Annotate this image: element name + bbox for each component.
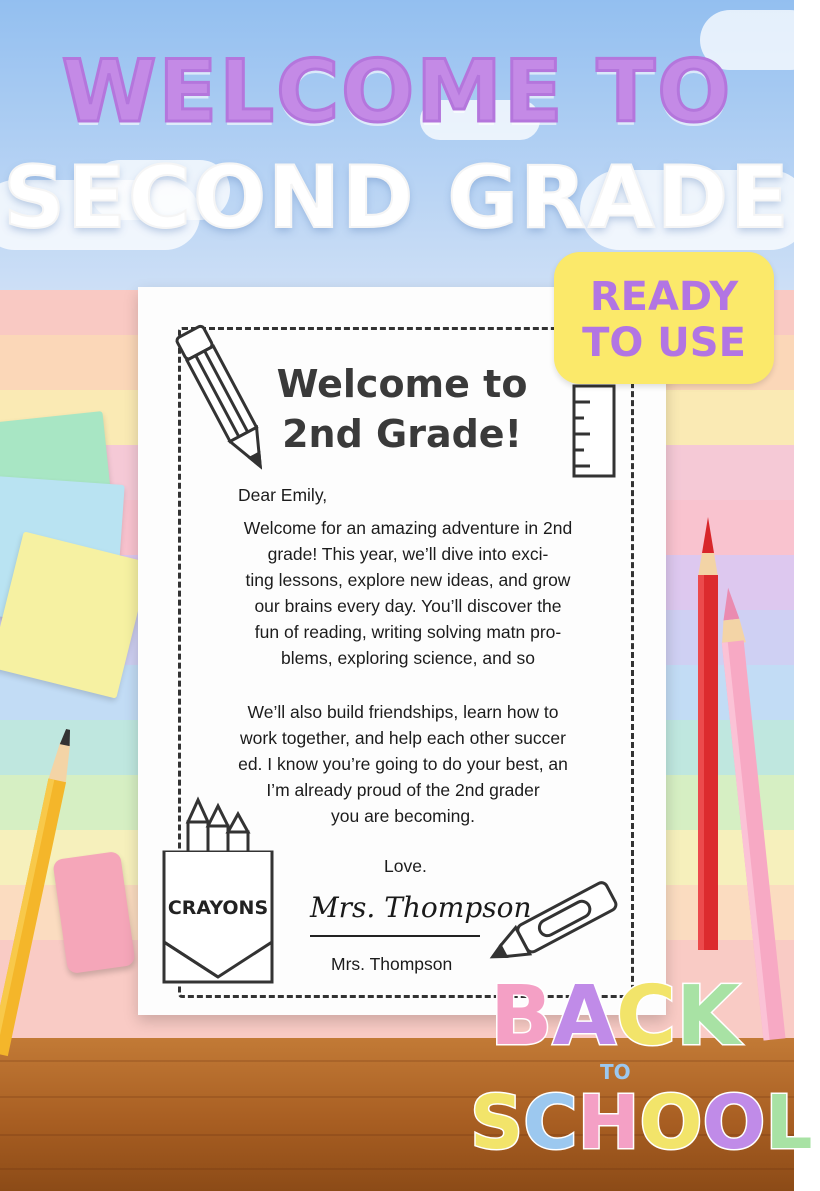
back-to-school-sticker — [470, 969, 813, 1191]
letter-title-line-2: 2nd Grade! — [282, 412, 522, 456]
crayon-box-icon — [158, 792, 278, 992]
sticker-letter: K — [676, 969, 740, 1064]
school-word — [470, 1080, 813, 1166]
sticker-letter: S — [470, 1080, 524, 1166]
badge-line-1: READY — [589, 274, 739, 320]
headline-line-2: SECOND GRADE — [3, 148, 791, 248]
sticker-letter: C — [615, 969, 677, 1064]
paragraph-line: ed. I know you’re going to do your best, an — [238, 754, 568, 774]
paragraph-line: grade! This year, we’ll dive into exci- — [267, 544, 549, 564]
badge-line-2: TO USE — [582, 320, 746, 366]
sticker-letter: A — [552, 969, 616, 1064]
sticker-letter: L — [765, 1080, 813, 1166]
letter-paragraph-1 — [198, 515, 618, 671]
paragraph-line: We’ll also build friendships, learn how to — [247, 702, 559, 722]
sticker-letter: O — [702, 1080, 766, 1166]
signature-line — [310, 935, 480, 937]
sticker-letter: O — [639, 1080, 703, 1166]
letter-title-line-1: Welcome to — [276, 362, 528, 406]
paragraph-line: you are becoming. — [331, 806, 475, 826]
sticker-letter: C — [523, 1080, 578, 1166]
crayon-box-label: CRAYONS — [167, 897, 269, 919]
paragraph-line: blems, exploring science, and so — [281, 648, 535, 668]
welcome-letter-paper — [138, 287, 666, 1015]
paragraph-line: Welcome for an amazing adventure in 2nd — [243, 518, 573, 538]
crayon-doodle-icon — [478, 872, 638, 972]
paragraph-line: ting lessons, explore new ideas, and grow — [245, 570, 571, 590]
to-word: TO — [600, 1060, 631, 1084]
paragraph-line: fun of reading, writing solving matn pro- — [254, 622, 562, 642]
ready-to-use-badge — [554, 252, 774, 384]
paragraph-line: I’m already proud of the 2nd grader — [266, 780, 540, 800]
letter-greeting: Dear Emily, — [238, 485, 328, 505]
paragraph-line: our brains every day. You’ll discover the — [254, 596, 562, 616]
paragraph-line: work together, and help each other succer — [240, 728, 566, 748]
sticker-letter: H — [577, 1080, 640, 1166]
back-word — [490, 969, 740, 1064]
sticker-letter: B — [490, 969, 553, 1064]
signature-script: Mrs. Thompson — [310, 891, 532, 924]
headline-line-1: WELCOME TO — [61, 42, 733, 142]
letter-closing: Love. — [384, 856, 427, 876]
signature-printed: Mrs. Thompson — [331, 954, 453, 974]
